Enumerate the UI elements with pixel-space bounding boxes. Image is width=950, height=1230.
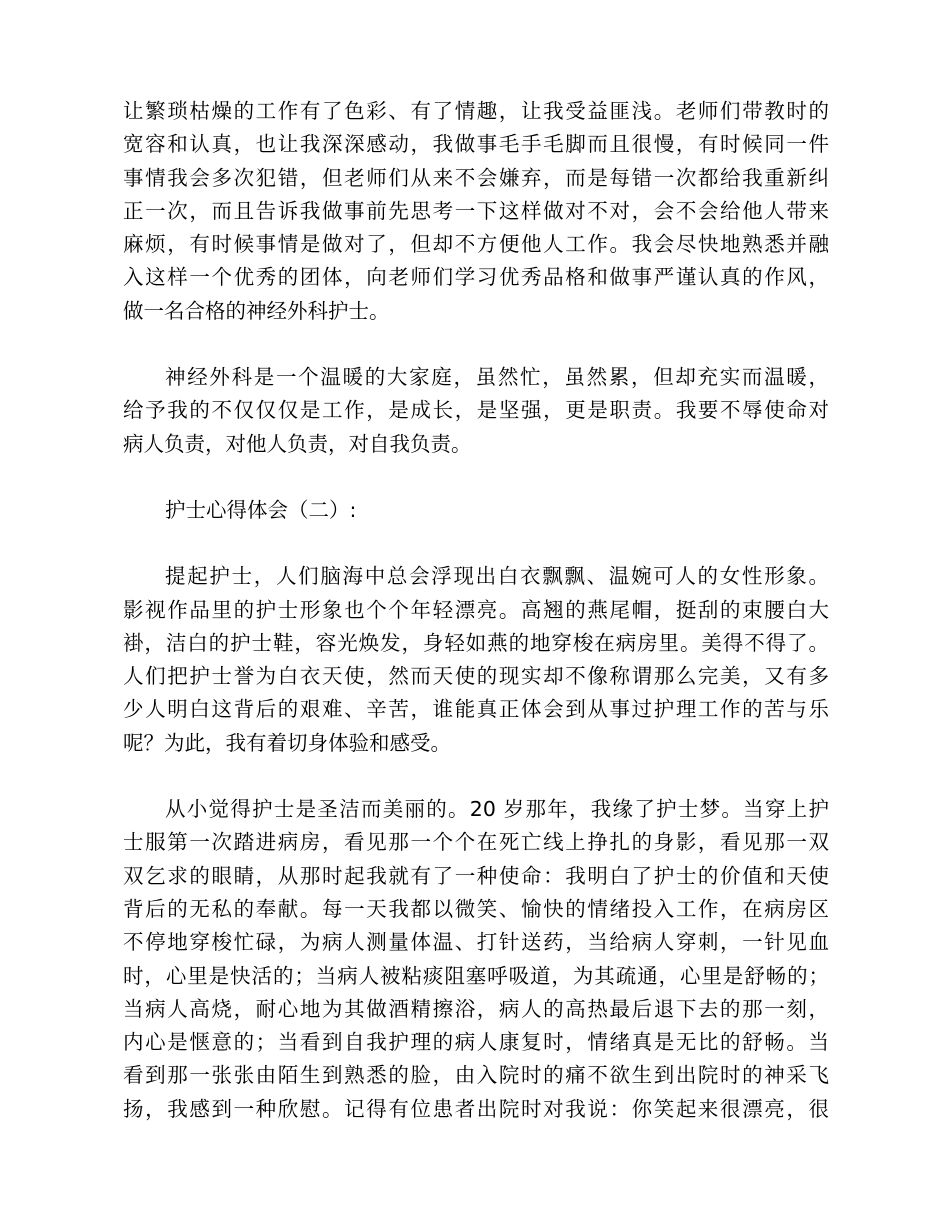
text-line: 让繁琐枯燥的工作有了色彩、有了情趣，让我受益匪浅。老师们带教时的 bbox=[123, 99, 829, 123]
text-line: 看到那一张张由陌生到熟悉的脸，由入院时的痛不欲生到出院时的神采飞 bbox=[123, 1063, 829, 1088]
text-line: 影视作品里的护士形象也个个年轻漂亮。高翘的燕尾帽，挺刮的束腰白大 bbox=[123, 597, 829, 622]
section-title: 护士心得体会（二）: bbox=[165, 497, 357, 522]
text-line: 提起护士，人们脑海中总会浮现出白衣飘飘、温婉可人的女性形象。 bbox=[165, 564, 829, 589]
text-line: 麻烦，有时候事情是做对了，但却不方便他人工作。我会尽快地熟悉并融 bbox=[123, 232, 829, 257]
text-line: 背后的无私的奉献。每一天我都以微笑、愉快的情绪投入工作，在病房区 bbox=[123, 896, 829, 921]
text-line: 宽容和认真，也让我深深感动，我做事毛手毛脚而且很慢，有时候同一件 bbox=[123, 132, 829, 157]
text-line: 神经外科是一个温暖的大家庭，虽然忙，虽然累，但却充实而温暖， bbox=[165, 365, 829, 390]
paragraph-4 bbox=[123, 793, 829, 1126]
text-line: 病人负责，对他人负责，对自我负责。 bbox=[123, 431, 472, 456]
text-line: 士服第一次踏进病房，看见那一个个在死亡线上挣扎的身影，看见那一双 bbox=[123, 830, 829, 855]
text-line: 呢？为此，我有着切身体验和感受。 bbox=[123, 730, 451, 755]
text-line: 扬，我感到一种欣慰。记得有位患者出院时对我说：你笑起来很漂亮，很 bbox=[123, 1096, 829, 1121]
text-line: 给予我的不仅仅仅是工作，是成长，是坚强，更是职责。我要不辱使命对 bbox=[123, 398, 829, 423]
text-line: 不停地穿梭忙碌，为病人测量体温、打针送药，当给病人穿刺，一针见血 bbox=[123, 930, 829, 955]
text-line: 少人明白这背后的艰难、辛苦，谁能真正体会到从事过护理工作的苦与乐 bbox=[123, 697, 829, 722]
paragraph-1 bbox=[123, 95, 829, 328]
text-line: 当病人高烧，耐心地为其做酒精擦浴，病人的高热最后退下去的那一刻， bbox=[123, 996, 829, 1021]
text-line: 人们把护士誉为白衣天使，然而天使的现实却不像称谓那么完美，又有多 bbox=[123, 664, 829, 689]
text-line: 做一名合格的神经外科护士。 bbox=[123, 298, 390, 323]
text-line: 内心是惬意的；当看到自我护理的病人康复时，情绪真是无比的舒畅。当 bbox=[123, 1030, 829, 1055]
text-line: 褂，洁白的护士鞋，容光焕发，身轻如燕的地穿梭在病房里。美得不得了。 bbox=[123, 630, 829, 655]
text-line: 入这样一个优秀的团体，向老师们学习优秀品格和做事严谨认真的作风， bbox=[123, 265, 829, 290]
text-line: 从小觉得护士是圣洁而美丽的。20 岁那年，我缘了护士梦。当穿上护 bbox=[165, 797, 829, 822]
section-heading bbox=[123, 494, 829, 527]
paragraph-2 bbox=[123, 361, 829, 461]
paragraph-3 bbox=[123, 560, 829, 760]
text-line: 正一次，而且告诉我做事前先思考一下这样做对不对，会不会给他人带来 bbox=[123, 198, 829, 223]
text-line: 时，心里是快活的；当病人被粘痰阻塞呼吸道，为其疏通，心里是舒畅的； bbox=[123, 963, 829, 988]
text-line: 事情我会多次犯错，但老师们从来不会嫌弃，而是每错一次都给我重新纠 bbox=[123, 165, 829, 190]
document-body bbox=[123, 95, 829, 1159]
text-line: 双乞求的眼睛，从那时起我就有了一种使命：我明白了护士的价值和天使 bbox=[123, 863, 829, 888]
